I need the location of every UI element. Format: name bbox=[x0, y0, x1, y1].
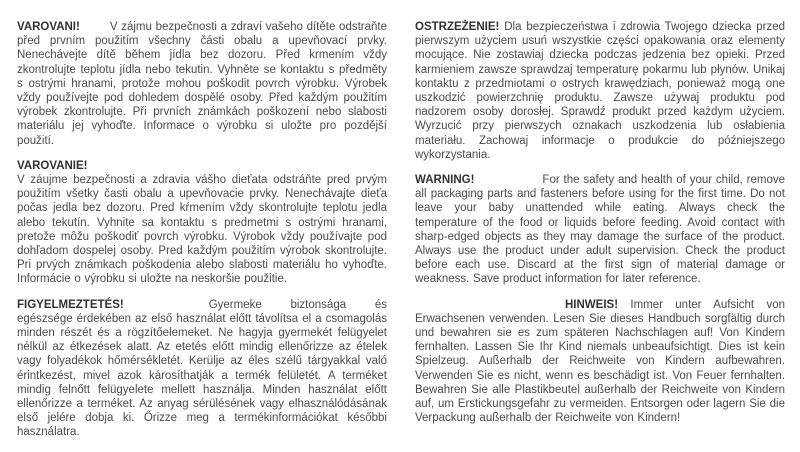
right-column bbox=[415, 20, 785, 452]
section-slovak-warning bbox=[17, 159, 387, 287]
left-column bbox=[17, 20, 387, 452]
slovak-heading: VAROVANIE! bbox=[17, 159, 88, 172]
czech-body-text: V zájmu bezpečnosti a zdraví vašeho dítěte odstraňte před prvním použitím všechny části obalu a upevňovací prvky. Nenechávejte dítě během jídla bez dozoru. Před krmením vždy zkontrolujte teplotu jídla nebo tekutin. Vyhněte se kontaktu s předměty s ostrými hranami, protože mohou poškodit povrch výrobku. Výrobek vždy používejte pod dohledem dospělé osoby. Před každým použitím výrobek zkontrolujte. Při prvních známkách poškození nebo slabosti materiálu jej vyhoďte. Informace o výrobku si uložte pro pozdější použití. bbox=[17, 21, 387, 147]
heading-spacer bbox=[80, 29, 110, 30]
section-german-warning bbox=[415, 298, 785, 426]
english-body-text: For the safety and health of your child, remove all packaging parts and fasteners before using for the first time. Do not leave your baby unattended while eating. Always check the temperature of the food or liquids before feeding. Avoid contact with sharp-edged objects as they may damage the surface of the product. Always use the product under adult supervision. Check the product before each use. Discard at the first sign of material damage or weakness. Save product information for later reference. bbox=[415, 174, 785, 286]
polish-body-text: Dla bezpieczeństwa i zdrowia Twojego dziecka przed pierwszym użyciem usuń wszystkie części opakowania oraz elementy mocujące. Nie zostawiaj dziecka podczas jedzenia bez opieki. Przed karmieniem zawsze sprawdzaj temperaturę pokarmu lub płynów. Unikaj kontaktu z przedmiotami o ostrych krawędziach, ponieważ mogą one uszkodzić powierzchnię produktu. Zawsze używaj produktu pod nadzorem osoby dorosłej. Sprawdź produkt przed każdym użyciem. Wyrzucić przy pierwszych oznakach uszkodzenia lub osłabienia materiału. Zachowaj informacje o produkcie do późniejszego wykorzystania. bbox=[415, 21, 785, 161]
english-heading: WARNING! bbox=[415, 174, 475, 187]
hungarian-body-text: Gyermeke biztonsága és egészsége érdekében az első használat előtt távolítsa el a csomagolás minden részét és a rögzítőelemeket. Ne hagyja gyermekét felügyelet nélkül az étkezések alatt. Az etetés előtt mindig ellenőrizze az ételek vagy folyadékok hőmérsékletét. Kerülje az éles szélű tárgyakkal való érintkezést, mivel azok károsíthatják a termék felületét. A terméket mindig felnőtt felügyelete mellett használja. Minden használat előtt ellenőrizze a terméket. Az anyag sérülésének vagy elhasználódásának első jelére dobja ki. Őrizze meg a termékinformációkat későbbi használatra. bbox=[17, 298, 387, 439]
polish-heading: OSTRZEŻENIE! bbox=[415, 21, 500, 33]
hungarian-heading: FIGYELMEZTETÉS! bbox=[17, 298, 124, 311]
section-hungarian-warning bbox=[17, 298, 387, 440]
slovak-body-text: V záujme bezpečnosti a zdravia vášho dieťata odstráňte pred prvým použitím všetky časti obalu a upevňovacie prvky. Nenechávajte dieťa počas jedla bez dozoru. Pred kŕmením vždy skontrolujte teplotu jedla alebo tekutín. Vyhnite sa kontaktu s predmetmi s ostrými hranami, pretože môžu poškodiť povrch výrobku. Výrobok vždy používajte pod dohľadom dospelej osoby. Pred každým použitím výrobok skontrolujte. Pri prvých známkach poškodenia alebo slabosti materiálu ho vyhoďte. Informácie o výrobku si uložte na neskoršie použitie. bbox=[17, 174, 387, 286]
heading-spacer bbox=[124, 307, 209, 308]
heading-spacer bbox=[474, 182, 542, 183]
czech-heading: VAROVANI! bbox=[17, 21, 80, 33]
german-heading: HINWEIS! bbox=[565, 298, 619, 311]
section-english-warning bbox=[415, 173, 785, 287]
section-polish-warning bbox=[415, 20, 785, 162]
german-body-text: Immer unter Aufsicht von Erwachsenen verwenden. Lesen Sie dieses Handbuch sorgfältig durch und bewahren sie es zum späteren Nachschlagen auf! Von Kindern fernhalten. Lassen Sie Ihr Kind niemals unbeaufsichtigt. Dies ist kein Spielzeug. Außerhalb der Reichweite von Kindern aufbewahren. Verwenden Sie es nicht, wenn es beschädigt ist. Von Feuer fernhalten. Bewahren Sie alle Plastikbeutel außerhalb der Reichweite von Kindern auf, um Erstickungsgefahr zu vermeiden. Entsorgen oder lagern Sie die Verpackung außerhalb der Reichweite von Kindern! bbox=[415, 298, 785, 425]
section-czech-warning bbox=[17, 20, 387, 148]
